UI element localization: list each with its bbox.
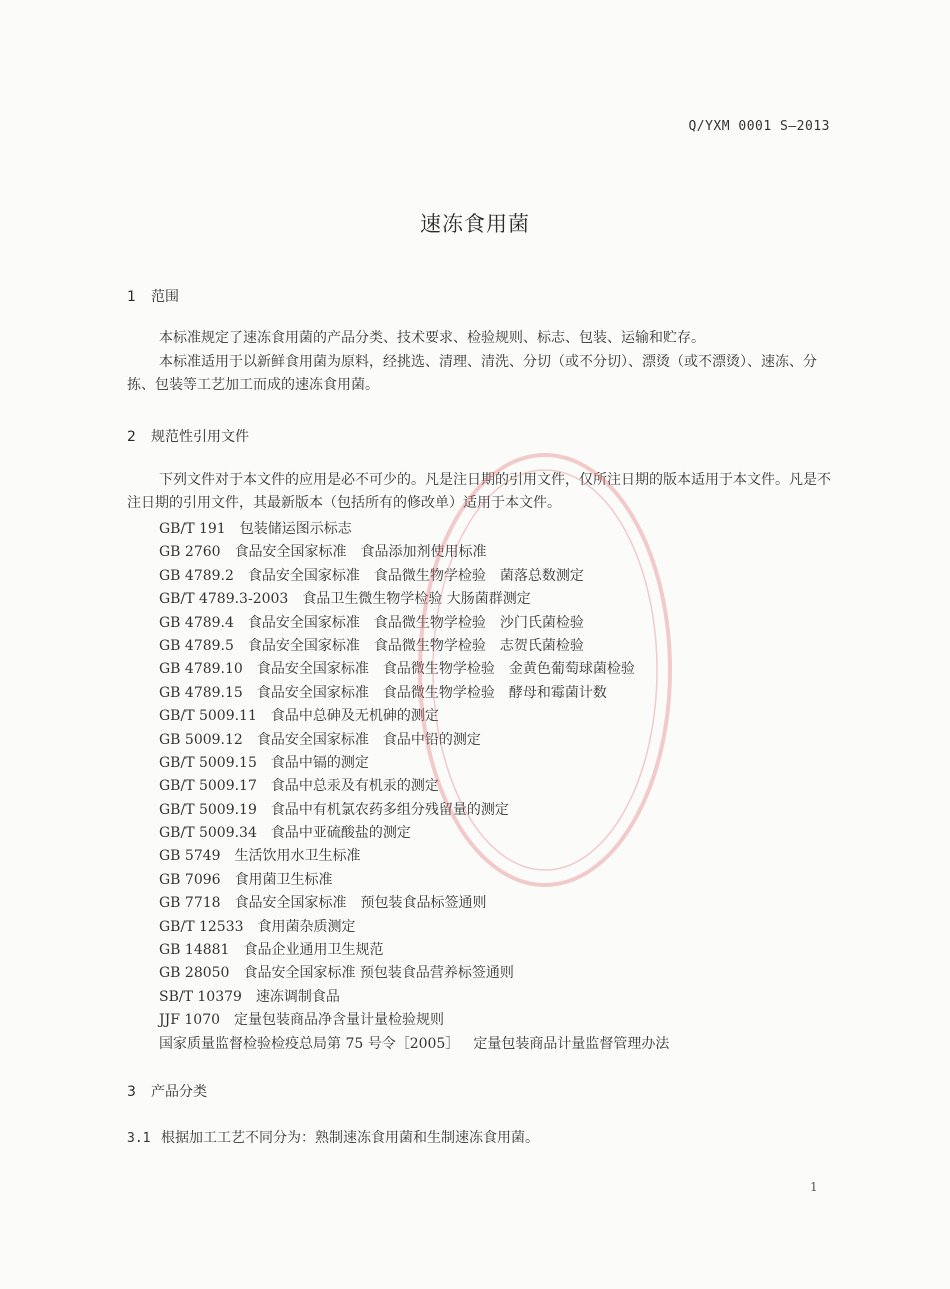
reference-item	[159, 986, 669, 1009]
reference-item	[159, 1009, 669, 1032]
reference-title: 食品安全国家标准 食品微生物学检验 志贺氏菌检验	[247, 637, 584, 654]
reference-item	[159, 916, 669, 939]
reference-title: 食品安全国家标准 食品微生物学检验 酵母和霉菌计数	[256, 684, 607, 701]
reference-title: 食品安全国家标准 预包装食品营养标签通则	[243, 965, 514, 982]
reference-title: 食用菌卫生标准	[234, 871, 333, 888]
paragraph-text: 下列文件对于本文件的应用是必不可少的。凡是注日期的引用文件，仅所注日期的版本适用于本文件。凡是不注日期的引用文件，其最新版本（包括所有的修改单）适用于本文件。	[127, 472, 831, 511]
document-title: 速冻食用菌	[420, 212, 530, 236]
standard-code: Q/YXM 0001 S—2013	[688, 119, 830, 134]
reference-code: GB 2760	[159, 544, 221, 561]
reference-title: 食品安全国家标准 食品添加剂使用标准	[234, 544, 487, 561]
reference-item	[159, 962, 669, 985]
reference-item	[159, 541, 669, 564]
reference-title: 食用菌杂质测定	[257, 918, 356, 935]
reference-item	[159, 775, 669, 798]
reference-item	[159, 518, 669, 541]
reference-item	[159, 1033, 669, 1056]
reference-code: GB/T 191	[159, 521, 226, 537]
reference-item	[159, 705, 669, 728]
reference-title: 食品中总汞及有机汞的测定	[270, 778, 439, 795]
section-2-heading	[127, 426, 249, 446]
page-number: 1	[810, 1180, 818, 1194]
reference-item	[159, 565, 669, 588]
clause-3-1	[127, 1127, 539, 1147]
reference-code: GB/T 5009.17	[159, 778, 257, 795]
paragraph-text: 本标准规定了速冻食用菌的产品分类、技术要求、检验规则、标志、包装、运输和贮存。	[159, 330, 705, 346]
reference-code: GB 4789.2	[159, 567, 234, 584]
reference-title: 食品卫生微生物学检验 大肠菌群测定	[302, 591, 531, 608]
section-number: 3	[127, 1084, 136, 1100]
reference-title: 生活饮用水卫生标准	[234, 848, 361, 865]
paragraph-text: 本标准适用于以新鲜食用菌为原料，经挑选、清理、清洗、分切（或不分切）、漂烫（或不漂烫）、速冻、分拣、包装等工艺加工而成的速冻食用菌。	[127, 354, 817, 393]
reference-title: 食品安全国家标准 预包装食品标签通则	[234, 895, 487, 912]
reference-item	[159, 845, 669, 868]
reference-title: 食品中亚硫酸盐的测定	[270, 825, 411, 842]
reference-item	[159, 588, 669, 611]
reference-code: GB 14881	[159, 942, 230, 959]
reference-item	[159, 799, 669, 822]
section-number: 2	[127, 429, 136, 445]
reference-title: 食品安全国家标准 食品微生物学检验 沙门氏菌检验	[247, 614, 584, 631]
normative-intro	[127, 469, 833, 515]
reference-item	[159, 635, 669, 658]
reference-code: GB/T 5009.19	[159, 801, 257, 818]
reference-code: GB 28050	[159, 965, 230, 982]
reference-list	[159, 518, 669, 1056]
reference-title: 食品安全国家标准 食品微生物学检验 菌落总数测定	[247, 567, 584, 584]
reference-item	[159, 869, 669, 892]
scope-paragraph-1	[127, 327, 833, 350]
reference-code: 国家质量监督检验检疫总局第 75 号令［2005］	[159, 1035, 460, 1052]
reference-item	[159, 612, 669, 635]
reference-item	[159, 658, 669, 681]
reference-code: GB 5009.12	[159, 731, 243, 748]
reference-title: 食品安全国家标准 食品中铅的测定	[256, 731, 481, 748]
section-title: 规范性引用文件	[151, 429, 249, 445]
clause-text: 根据加工工艺不同分为：熟制速冻食用菌和生制速冻食用菌。	[161, 1130, 539, 1146]
reference-code: GB/T 4789.3-2003	[159, 591, 289, 608]
reference-code: GB 4789.15	[159, 684, 243, 701]
reference-title: 食品企业通用卫生规范	[243, 942, 384, 959]
reference-title: 食品中总砷及无机砷的测定	[270, 708, 439, 725]
reference-code: GB 4789.4	[159, 614, 234, 631]
section-number: 1	[127, 289, 136, 305]
reference-item	[159, 822, 669, 845]
reference-title: 包装储运图示标志	[239, 521, 352, 537]
section-3-heading	[127, 1081, 207, 1101]
reference-code: GB/T 5009.15	[159, 754, 257, 771]
section-title: 产品分类	[151, 1084, 207, 1100]
reference-code: GB 4789.5	[159, 637, 234, 654]
reference-item	[159, 682, 669, 705]
reference-code: GB/T 5009.11	[159, 708, 257, 725]
reference-code: GB 5749	[159, 848, 221, 865]
reference-code: GB/T 5009.34	[159, 825, 257, 842]
reference-title: 速冻调制食品	[255, 988, 340, 1005]
reference-title: 定量包装商品净含量计量检验规则	[234, 1012, 445, 1029]
section-1-heading	[127, 286, 179, 306]
reference-title: 定量包装商品计量监督管理办法	[473, 1035, 670, 1052]
reference-item	[159, 752, 669, 775]
clause-number: 3.1	[127, 1131, 151, 1146]
reference-item	[159, 939, 669, 962]
section-title: 范围	[151, 289, 179, 305]
reference-code: JJF 1070	[159, 1012, 221, 1029]
reference-code: GB 7718	[159, 895, 221, 912]
reference-title: 食品中镉的测定	[270, 754, 369, 771]
reference-code: GB 4789.10	[159, 661, 243, 678]
reference-code: GB 7096	[159, 871, 221, 888]
reference-title: 食品安全国家标准 食品微生物学检验 金黄色葡萄球菌检验	[256, 661, 635, 678]
scope-paragraph-2	[127, 351, 833, 397]
reference-code: SB/T 10379	[159, 988, 242, 1005]
reference-title: 食品中有机氯农药多组分残留量的测定	[270, 801, 509, 818]
reference-item	[159, 729, 669, 752]
reference-item	[159, 892, 669, 915]
reference-code: GB/T 12533	[159, 918, 244, 935]
